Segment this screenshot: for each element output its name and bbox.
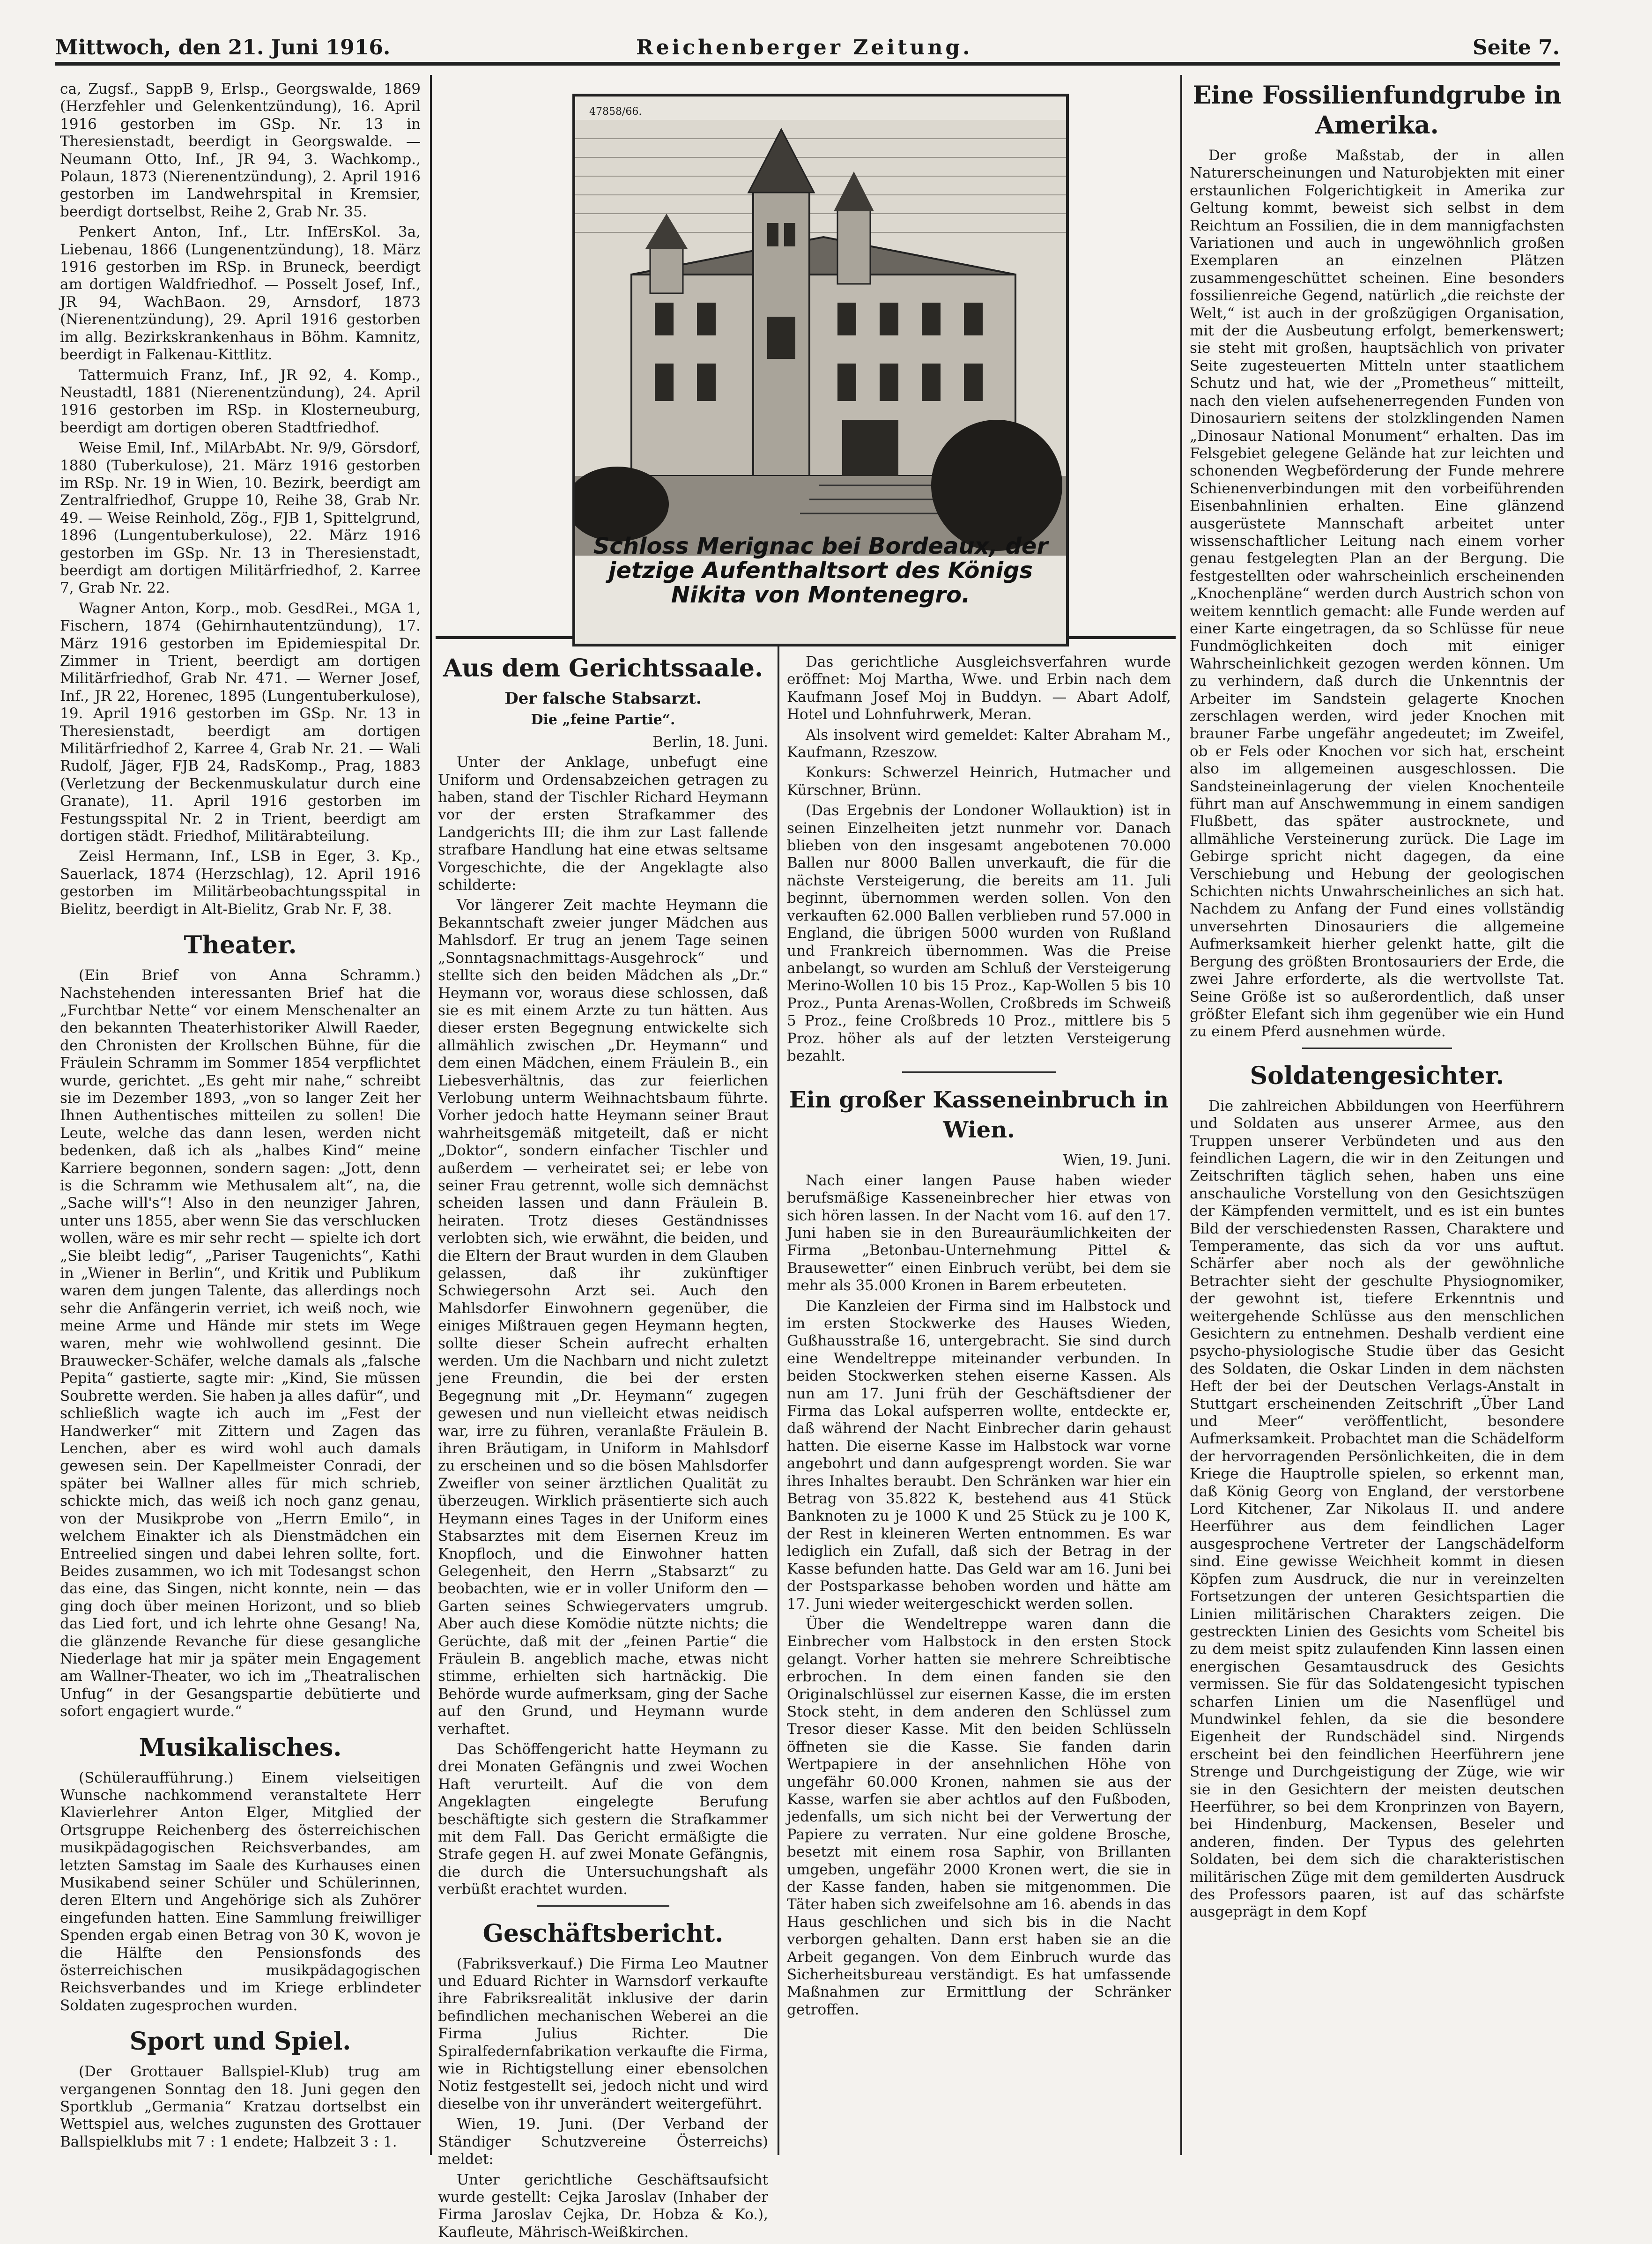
article-paragraph: Nach einer langen Pause haben wieder berufsmäßige Kasseneinbrecher hier etwas von sich hören lassen. In der Nacht vom 16. auf den 17. Juni haben sie in den Bureauräumlichkeiten der Firma „Betonbau-Unternehmung Pittel & Brausewetter“ einen Einbruch verübt, bei dem sie mehr als 35.000 Kronen in Barem erbeuteten. [787, 1172, 1171, 1294]
article-paragraph: Die zahlreichen Abbildungen von Heerführern und Soldaten aus unserer Armee, aus den Truppen unserer Verbündeten und aus den feindlichen Lagern, die wir in den Zeitungen und Zeitschriften täglich sehen, haben uns eine anschauliche Vorstellung von den Gesichtszügen der Kämpfenden vermittelt, und es ist ein buntes Bild der verschiedensten Rassen, Charaktere und Temperamente, das sich da vor uns auftut. Schärfer aber noch als der gewöhnliche Betrachter sieht der geschulte Physiognomiker, der gewohnt ist, tiefere Erkenntnis und weitergehende Schlüsse aus den menschlichen Gesichtern zu entnehmen. Deshalb verdient eine psycho-physiologische Studie über das Gesicht des Soldaten, die Oskar Linden in dem nächsten Heft der bei der Deutschen Verlags-Anstalt in Stuttgart erscheinenden Zeitschrift „Über Land und Meer“ veröffentlicht, besondere Aufmerksamkeit. Probachtet man die Schädelform der hervorragenden Persönlichkeiten, die in dem Kriege die Hauptrolle spielen, so erkennt man, daß König Georg von England, der verstorbene Lord Kitchener, Zar Nikolaus II. und andere Heerführer aus dem feindlichen Lager ausgesprochene Vertreter der Langschädelform sind. Eine gewisse Weichheit kommt in diesen Köpfen zum Ausdruck, die nur in vereinzelten Fortsetzungen der unteren Gesichtspartien die Linien militärischen Charakters zeigen. Die gestreckten Linien des Gesichts vom Scheitel bis zu dem meist spitz zulaufenden Kinn lassen einen energischen Gesamtausdruck des Gesichts vermissen. Sie für das Soldatengesicht typischen scharfen Linien um die Nasenflügel und Mundwinkel fehlen, da sie die besondere Eigenheit der Rundschädel sind. Nirgends erscheint bei den feindlichen Heerführern jene Strenge und Durchgeistigung der Züge, wie wir sie in den Gesichtern der meisten deutschen Heerführer, so bei dem Kronprinzen von Bayern, bei Hindenburg, Mackensen, Beseler und anderen, finden. Der Typus des gelehrten Soldaten, bei dem sich die charakteristischen militärischen Züge mit dem gemilderten Ausdruck des Professors paaren, ist auf das schärfste ausgeprägt in dem Kopf [1190, 1097, 1564, 1921]
article-paragraph: (Der Grottauer Ballspiel-Klub) trug am vergangenen Sonntag den 18. Juni gegen den Sportklub „Germania“ Kratzau dortselbst ein Wettspiel aus, welches zugunsten des Grottauer Ballspielklubs mit 7 : 1 endete; Halbzeit 3 : 1. [60, 2063, 421, 2150]
obituary-entry: Tattermuich Franz, Inf., JR 92, 4. Komp., Neustadtl, 1881 (Nierenentzündung), 24. April 1916 gestorben im RSp. in Klosterneuburg, beerdigt am dortigen oberen Stadtfriedhof. [60, 366, 421, 436]
obituary-entry: Wagner Anton, Korp., mob. GesdRei., MGA 1, Fischern, 1874 (Gehirnhautentzündung), 17. März 1916 gestorben im Epidemiespital Dr. Zimmer in Trient, beerdigt am dortigen Militärfriedhof, Grab Nr. 471. — Werner Josef, Inf., JR 22, Horenec, 1895 (Lungentuberkulose), 19. April 1916 gestorben im GSp. Nr. 13 in Theresienstadt, beerdigt am dortigen Militärfriedhof 2, Karree 4, Grab Nr. 21. — Wali Rudolf, Jäger, FJB 24, RadsKomp., Prag, 1883 (Verletzung der Beckenmuskulatur durch eine Granate), 11. April 1916 gestorben im Festungsspital Nr. 2 in Trient, beerdigt am dortigen städt. Friedhof, Militärabteilung. [60, 600, 421, 845]
column-rule-2 [778, 646, 779, 2155]
obituary-entry: ca, Zugsf., SappB 9, Erlsp., Georgswalde, 1869 (Herzfehler und Gelenkentzündung), 16. April 1916 gestorben im GSp. Nr. 13 in Theresienstadt, beerdigt in Georgswalde. — Neumann Otto, Inf., JR 94, 3. Wachkomp., Polaun, 1873 (Nierenentzündung), 2. April 1916 gestorben im Landwehrspital in Kremsier, beerdigt dortselbst, Reihe 2, Grab Nr. 35. [60, 81, 421, 220]
article-paragraph: Vor längerer Zeit machte Heymann die Bekanntschaft zweier junger Mädchen aus Mahlsdorf. Er trug an jenem Tage seinen „Sonntagsnachmittags-Ausgehrock“ und stellte sich den beiden Mädchen als „Dr.“ Heymann vor, woraus diese schlossen, daß sie es mit einem Arzte zu tun hätten. Aus dieser ersten Begegnung entwickelte sich allmählich zwischen „Dr. Heymann“ und dem einen Mädchen, einem Fräulein B., ein Liebesverhältnis, das zur feierlichen Verlobung unterm Weihnachtsbaum führte. Vorher jedoch hatte Heymann seiner Braut wahrheitsgemäß mitgeteilt, daß er nicht „Doktor“, sondern einfacher Tischler und außerdem — verheiratet sei; er lebe von seiner Frau getrennt, wolle sich demnächst scheiden lassen und dann Fräulein B. heiraten. Trotz dieses Geständnisses verlobten sich, wie erwähnt, die beiden, und die Eltern der Braut wurden in dem Glauben gelassen, daß ihr zukünftiger Schwiegersohn Arzt sei. Auch den Mahlsdorfer Einwohnern gegenüber, die einiges Mißtrauen gegen Heymann hegten, sollte dieser Schein aufrecht erhalten werden. Um die Nachbarn und nicht zuletzt jene Freundin, die bei der ersten Begegnung mit „Dr. Heymann“ zugegen gewesen und nun vielleicht etwas neidisch war, irre zu führen, veranlaßte Fräulein B. ihren Bräutigam, in Uniform in Mahlsdorf zu erscheinen und so die bösen Mahlsdorfer Zweifler von seiner ärztlichen Qualität zu überzeugen. Wirklich präsentierte sich auch Heymann eines Tages in der Uniform eines Stabsarztes mit dem Eisernen Kreuz im Knopfloch, und die Einwohner hatten Gelegenheit, den Herrn „Stabsarzt“ zu beobachten, wie er in voller Uniform den — Garten seines Schwiegervaters umgrub. Aber auch diese Komödie nützte nichts; die Gerüchte, daß mit der „feinen Partie“ die Fräulein B. angeblich mache, etwas nicht stimme, erhielten sich hartnäckig. Die Behörde wurde aufmerksam, ging der Sache auf den Grund, und Heymann wurde verhaftet. [438, 897, 768, 1738]
section-title-fossils: Eine Fossilienfundgrube in Amerika. [1193, 81, 1562, 140]
article-paragraph: Unter gerichtliche Geschäftsaufsicht wurde gestellt: Cejka Jaroslav (Inhaber der Firma Jaroslav Cejka, Dr. Hobza & Ko.), Kaufleute, Mährisch-Weißkirchen. [438, 2171, 768, 2241]
header-masthead: Reichenberger Zeitung. [636, 36, 973, 59]
article-paragraph: Der große Maßstab, der in allen Naturerscheinungen und Naturobjekten mit einer erstaunlichen Folgerichtigkeit in Amerika zur Geltung kommt, beweist sich selbst in dem Reichtum an Fossilien, die in dem mannigfachsten Variationen und auch in ungewöhnlich großen Exemplaren an einzelnen Plätzen zusammengeschüttet scheinen. Eine besonders fossilienreiche Gegend, natürlich „die reichste der Welt,“ ist auch in der großzügigen Organisation, mit der die Ausbeutung erfolgt, bemerkenswert; sie steht mit großen, hauptsächlich von privater Seite zugesteuerten Mitteln unter staatlichem Schutz und hat, wie der „Prometheus“ mitteilt, nach den vielen aufsehenerregenden Funden von Dinosauriern seitens der stolzklingenden Namen „Dinosaur National Monument“ erhalten. Das im Felsgebiet gelegene Gelände hat zur leichten und schonenden Wegbeförderung der Funde mehrere Schienenverbindungen mit den vorbeiführenden Eisenbahnlinien erhalten. Eine glänzend ausgerüstete Mannschaft arbeitet unter wissenschaftlicher Leitung nach einem vorher genau festgelegten Plan an der Bergung. Die festgestellten oder wahrscheinlich erscheinenden „Knochenpläne“ werden durch Austrich schon von weitem kenntlich gemacht: alle Funde werden auf einer Karte eingetragen, da so Schlüsse für neue Fundmöglichkeiten doch mit einiger Wahrscheinlichkeit gezogen werden können. Um zu verhindern, daß durch die Unkenntnis der Arbeiter im Sandstein gelagerte Knochen zerschlagen werden, wird jeder Knochen mit brauner Farbe ungefähr angedeutet; im Zweifel, ob er Fels oder Knochen vor sich hat, erscheint also im allgemeinen ausgeschlossen. Die Sandsteineinlagerung der vielen Knochenteile führt man auf Anschwemmung in einem sandigen Flußbett, das später austrocknete, und allmähliche Versteinerung zurück. Die Lage im Gebirge spricht nicht dagegen, da eine Verschiebung und Hebung der geologischen Schichten nichts Unwahrscheinliches an sich hat. Nachdem zu Anfang der Fund eines vollständig unversehrten Dinosauriers die allgemeine Aufmerksamkeit hierher gelenkt hatte, gilt die Bergung des größten Brontosauriers der Erde, die zwei Jahre erforderte, als die wertvollste Tat. Seine Größe ist so außerordentlich, daß unser größter Elefant sich ihm gegenüber wie ein Hund zu einem Pferd ausnehmen würde. [1190, 147, 1564, 1040]
article-paragraph: Wien, 19. Juni. (Der Verband der Ständiger Schutzvereine Österreichs) meldet: [438, 2116, 768, 2168]
article-paragraph: (Das Ergebnis der Londoner Wollauktion) ist in seinen Einzelheiten jetzt nunmehr vor. Danach blieben von den insgesamt angebotenen 70.000 Ballen nur 8000 Ballen unverkauft, die für die nächste Versteigerung, die bereits am 11. Juli beginnt, übernommen werden sollen. Von den verkauften 62.000 Ballen verblieben rund 57.000 in England, die übrigen 5000 wurden von Rußland und Frankreich übernommen. Was die Preise anbelangt, so wurden am Schluß der Versteigerung Merino-Wollen 10 bis 15 Proz., Kap-Wollen 5 bis 10 Proz., Punta Arenas-Wollen, Croßbreds im Schweiß 5 Proz., feine Croßbreds 10 Proz., mittlere bis 5 Proz. höher als auf der letzten Versteigerung bezahlt. [787, 802, 1171, 1064]
article-paragraph: Das Schöffengericht hatte Heymann zu drei Monaten Gefängnis und zwei Wochen Haft verurteilt. Auf die von dem Angeklagten eingelegte Berufung beschäftigte sich gestern die Strafkammer mit dem Fall. Das Gericht ermäßigte die Strafe gegen H. auf zwei Monate Gefängnis, die durch die Untersuchungshaft als verbüßt erachtet wurden. [438, 1740, 768, 1898]
article-subheadline: Die „feine Partie“. [531, 712, 675, 728]
column-2 [438, 654, 768, 2244]
column-1 [60, 81, 421, 2154]
castle-illustration [575, 120, 1066, 556]
article-headline: Der falsche Stabsarzt. [504, 689, 702, 708]
article-paragraph: (Fabriksverkauf.) Die Firma Leo Mautner und Eduard Richter in Warnsdorf verkaufte ihre Fabriksrealität inklusive der darin befindlichen mechanischen Weberei an die Firma Julius Richter. Die Spiralfedernfabrikation verkaufte die Firma, wie in Richtigstellung einer ebensolchen Notiz festgestellt sei, jedoch nicht und wird dieselbe von ihr unverändert weitergeführt. [438, 1955, 768, 2112]
article-paragraph: Die Kanzleien der Firma sind im Halbstock und im ersten Stockwerke des Hauses Wieden, Gußhausstraße 16, untergebracht. Sie sind durch eine Wendeltreppe miteinander verbunden. In beiden Stockwerken stehen eiserne Kassen. Als nun am 17. Juni früh der Geschäftsdiener der Firma das Lokal aufsperren wollte, entdeckte er, daß während der Nacht Einbrecher darin gehaust hatten. Die eiserne Kasse im Halbstock war vorne angebohrt und dann aufgesprengt worden. Sie war ihres Inhaltes beraubt. Den Schränken war hier ein Betrag von 35.822 K, bestehend aus 41 Stück Banknoten zu je 1000 K und 25 Stück zu je 100 K, der Rest in kleineren Werten entnommen. Es war lediglich ein Zufall, daß sich der Betrag in der Kasse befunden hatte. Das Geld war am 16. Juni bei der Postsparkasse behoben worden und hätte am 17. Juni wieder weitergeschickt werden sollen. [787, 1297, 1171, 1612]
column-rule-1 [430, 75, 432, 2155]
obituary-entry: Weise Emil, Inf., MilArbAbt. Nr. 9/9, Görsdorf, 1880 (Tuberkulose), 21. März 1916 gestorben im RSp. Nr. 19 in Wien, 10. Bezirk, beerdigt am Zentralfriedhof, Gruppe 10, Reihe 38, Grab Nr. 49. — Weise Reinhold, Zög., FJB 1, Spittelgrund, 1896 (Lungentuberkulose), 22. März 1916 gestorben im GSp. Nr. 13 in Theresienstadt, beerdigt am dortigen Militärfriedhof, 2. Karree 7, Grab Nr. 22. [60, 439, 421, 597]
photo-caption: Schloss Merignac bei Bordeaux, der jetzige Aufenthaltsort des Königs Nikita von Montenegro. [593, 533, 1048, 608]
section-title-music: Musikalisches. [139, 1733, 342, 1762]
article-paragraph: Konkurs: Schwerzel Heinrich, Hutmacher und Kürschner, Brünn. [787, 764, 1171, 799]
obituary-entry: Penkert Anton, Inf., Ltr. InfErsKol. 3a, Liebenau, 1866 (Lungenentzündung), 18. März 1916 gestorben im RSp. in Bruneck, beerdigt am dortigen Waldfriedhof. — Posselt Josef, Inf., JR 94, WachBaon. 29, Arnsdorf, 1873 (Nierenentzündung), 29. April 1916 gestorben im allg. Bezirkskrankenhaus in Böhm. Kamnitz, beerdigt in Falkenau-Kittlitz. [60, 223, 421, 364]
section-title-burglary: Ein großer Kasseneinbruch in Wien. [789, 1087, 1169, 1144]
column-rule-3 [1180, 75, 1182, 2155]
column-4 [1190, 81, 1564, 1924]
article-paragraph: Unter der Anklage, unbefugt eine Uniform und Ordensabzeichen getragen zu haben, stand der Tischler Richard Heymann vor der ersten Strafkammer des Landgerichts III; die ihm zur Last fallende strafbare Handlung hat eine etwas seltsame Vorgeschichte, die der Angeklagte also schilderte: [438, 754, 768, 894]
section-title-sport: Sport und Spiel. [129, 2027, 351, 2056]
article-paragraph: (Schüleraufführung.) Einem vielseitigen Wunsche nachkommend veranstaltete Herr Klavierlehrer Anton Elger, Mitglied der Ortsgruppe Reichenberg des österreichischen musikpädagogischen Reichsverbandes, am letzten Samstag im Saale des Kurhauses einen Musikabend seiner Schüler und Schülerinnen, deren Eltern und Angehörige sich als Zuhörer eingefunden hatten. Eine Sammlung freiwilliger Spenden ergab einen Betrag von 30 K, wovon je die Hälfte den Pensionsfonds des österreichischen musikpädagogischen Reichsverbandes und im Kriege erblindeter Soldaten zugesprochen wurden. [60, 1769, 421, 2014]
header-page-number: Seite 7. [1472, 36, 1560, 59]
section-title-soldiers: Soldatengesichter. [1250, 1061, 1504, 1090]
obituary-entry: Zeisl Hermann, Inf., LSB in Eger, 3. Kp., Sauerlack, 1874 (Herzschlag), 12. April 1916 gestorben im Militärbeobachtungsspital in Bielitz, beerdigt in Alt-Bielitz, Grab Nr. F, 38. [60, 848, 421, 918]
section-divider [902, 1071, 1056, 1073]
dateline: Wien, 19. Juni. [1063, 1152, 1171, 1169]
section-divider [1302, 1048, 1452, 1049]
page-header [55, 29, 1560, 66]
column-3 [787, 654, 1171, 2021]
article-paragraph: Das gerichtliche Ausgleichsverfahren wurde eröffnet: Moj Martha, Wwe. und Erbin nach dem Kaufmann Josef Moj in Buddyn. — Abart Adolf, Hotel und Lohnfuhrwerk, Meran. [787, 654, 1171, 723]
photo-tag: 47858/66. [589, 106, 642, 118]
section-divider [537, 1905, 669, 1907]
article-paragraph: Als insolvent wird gemeldet: Kalter Abraham M., Kaufmann, Rzeszow. [787, 726, 1171, 761]
article-paragraph: Über die Wendeltreppe waren dann die Einbrecher vom Halbstock in den ersten Stock gelangt. Vorher hatten sie mehrere Schreibtische erbrochen. In dem einen fanden sie den Originalschlüssel zur eisernen Kasse, die im ersten Stock steht, in dem anderen den Schlüssel zum Tresor dieser Kasse. Mit den beiden Schlüsseln öffneten sie die Kasse. Sie fanden darin Wertpapiere in der ansehnlichen Höhe von ungefähr 60.000 Kronen, nahmen sie aus der Kasse, warfen sie aber achtlos auf den Fußboden, jedenfalls, um sich nicht bei der Verwertung der Papiere zu verraten. Nur eine goldene Brosche, besetzt mit einem rosa Saphir, von Brillanten umgeben, ungefähr 2000 Kronen wert, die sie in der Kasse fanden, haben sie mitgenommen. Die Täter haben sich zweifelsohne am 16. abends in das Haus geschlichen und sich bis in die Nacht verborgen gehalten. Dann erst haben sie an die Arbeit gegangen. Von dem Einbruch wurde das Sicherheitsbureau verständigt. Es hat umfassende Maßnahmen zur Ermittlung der Schränker getroffen. [787, 1615, 1171, 2018]
header-date: Mittwoch, den 21. Juni 1916. [55, 36, 391, 59]
section-title-court: Aus dem Gerichtssaale. [443, 654, 763, 683]
section-title-business: Geschäftsbericht. [482, 1919, 724, 1948]
article-paragraph: (Ein Brief von Anna Schramm.) Nachstehenden interessanten Brief hat die „Furchtbar Nette“ vor einem Menschenalter an den bekannten Theaterhistoriker Alwill Raeder, den Chronisten der Krollschen Bühne, für die Fräulein Schramm im Sommer 1854 verpflichtet wurde, gerichtet. „Es geht mir nahe,“ schreibt sie im Dezember 1893, „von so langer Zeit her Ihnen Authentisches mitteilen zu sollen! Die Leute, welche das dann lesen, werden nicht bedenken, daß ich als „halbes Kind“ meine Karriere begonnen, sondern sagen: „Jott, denn is die Schramm wie Methusalem alt“, na, die „Sache will's“! Also in den neunziger Jahren, unter uns 1855, aber wenn Sie das verschlucken wollen, wäre es mir sehr recht — spielte ich dort „Sie bleibt ledig“, „Pariser Taugenichts“, Kathi in „Wiener in Berlin“, und Kritik und Publikum waren dem jungen Talente, das allerdings noch sehr die Anfängerin verriet, ich weiß noch, wie meine Arme und Hände mir stets im Wege waren, mehr wie wohlwollend gesinnt. Die Brauwecker-Schäfer, welche damals als „falsche Pepita“ gastierte, sagte mir: „Kind, Sie müssen Soubrette werden. Sie haben ja alles dafür“, und schließlich wagte ich auch im „Fest der Handwerker“ mit Zittern und Zagen das Lenchen, aber es wird wohl auch damals gewesen sein. Der Kapellmeister Conradi, der später bei Wallner alles für mich schrieb, schickte mich, das weiß ich noch ganz genau, von der Musikprobe von „Herrn Emilo“, in welchem Einakter ich als Dienstmädchen ein Entreelied singen und dabei lehren sollte, fort. Beides zusammen, wo ich mit Todesangst schon das eine, das Singen, nicht konnte, nein — das ging doch über meinen Horizont, und so blieb das Lied fort, und ich lehrte ohne Gesang! Na, die glänzende Revanche für diese gesangliche Niederlage hat mir ja später mein Engagement am Wallner-Theater, wo ich im „Theatralischen Unfug“ in der Gesangspartie debütierte und sofort engagiert wurde.“ [60, 967, 421, 1720]
dateline: Berlin, 18. Juni. [652, 733, 768, 750]
section-title-theater: Theater. [184, 931, 297, 960]
